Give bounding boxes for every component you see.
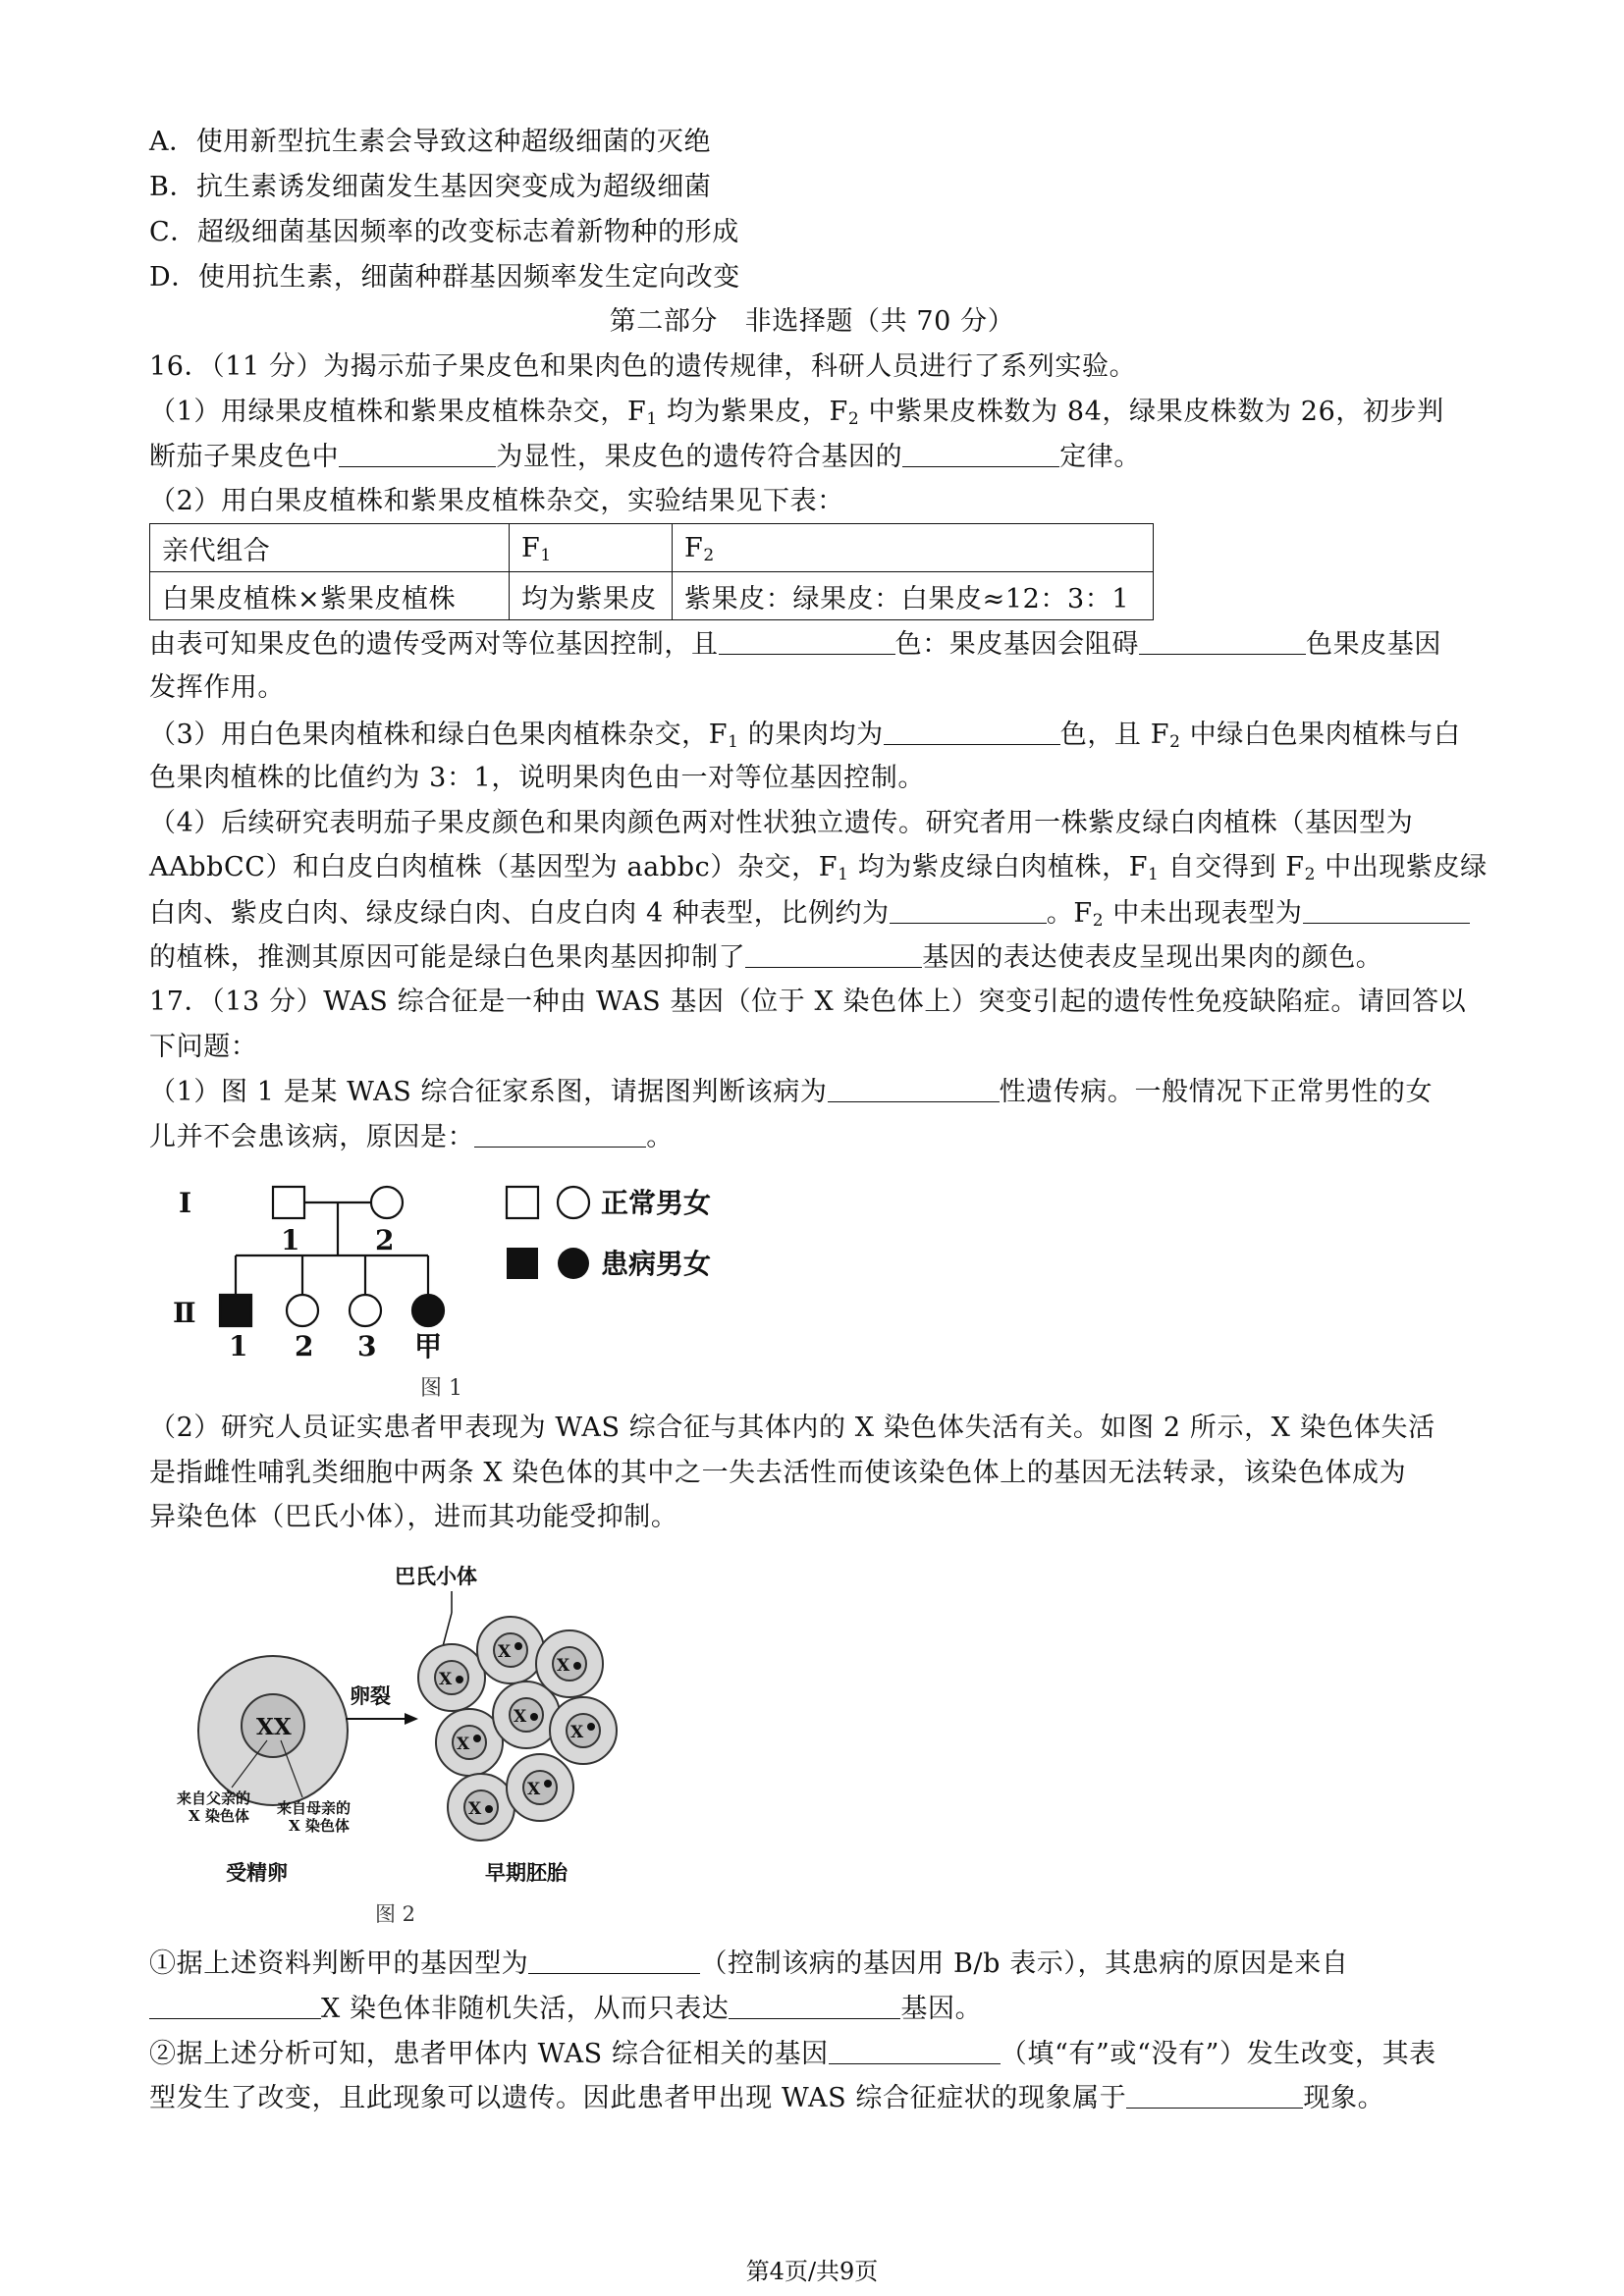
q16-part1-line1: （1）用绿果皮植株和紫果皮植株杂交，$F_1$ 均为紫果皮，$F_2$ 中紫果皮株数为 84，绿果皮株数为 26，初步判 bbox=[149, 397, 1444, 429]
individual-number: 2 bbox=[375, 1224, 395, 1256]
barr-body-label: 巴氏小体 bbox=[395, 1564, 477, 1588]
q17-stem-line2: 下问题： bbox=[149, 1032, 258, 1062]
answer-blank[interactable] bbox=[1303, 898, 1470, 924]
generation-label: I bbox=[179, 1187, 192, 1219]
q16-part4-line3: 白肉、紫皮白肉、绿皮绿白肉、白皮白肉 4 种表型，比例约为 。$F_2$ 中未出现表型为 bbox=[149, 898, 1470, 929]
q16-part3-line1: （3）用白色果肉植株和绿白色果肉植株杂交，$F_1$ 的果肉均为 色，且 $F_2$ 中绿白色果肉植株与白 bbox=[149, 720, 1461, 752]
q17-sub2-line2: 型发生了改变，且此现象可以遗传。因此患者甲出现 WAS 综合征症状的现象属于 现象。 bbox=[149, 2083, 1385, 2113]
table-row bbox=[150, 524, 1154, 572]
answer-blank[interactable] bbox=[829, 2039, 1001, 2064]
pedigree-figure bbox=[157, 1163, 746, 1418]
individual-number: 1 bbox=[229, 1330, 248, 1362]
page-footer: 第4页/共9页 bbox=[745, 2258, 879, 2285]
generation-label: Ⅱ bbox=[173, 1297, 196, 1329]
x-label: X bbox=[514, 1707, 527, 1727]
q16-part2-intro: （2）用白果皮植株和紫果皮植株杂交，实验结果见下表： bbox=[149, 486, 844, 516]
maternal-x-label: 来自母亲的 bbox=[277, 1799, 352, 1817]
option-a: A．使用新型抗生素会导致这种超级细菌的灭绝 bbox=[149, 127, 712, 157]
table-row bbox=[150, 572, 1154, 620]
embryo-label: 早期胚胎 bbox=[485, 1860, 568, 1885]
q17-stem-line1: 17．（13 分）WAS 综合征是一种由 WAS 基因（位于 X 染色体上）突变引起的遗传性免疫缺陷症。请回答以 bbox=[149, 987, 1467, 1017]
individual-number: 3 bbox=[357, 1330, 377, 1362]
table-cell: 白果皮植株×紫果皮植株 bbox=[150, 572, 510, 620]
answer-blank[interactable] bbox=[474, 1122, 646, 1148]
answer-blank[interactable] bbox=[890, 898, 1047, 924]
option-c: C．超级细菌基因频率的改变标志着新物种的形成 bbox=[149, 217, 739, 247]
affected-female-symbol bbox=[412, 1295, 444, 1326]
arrow-head-icon bbox=[405, 1713, 418, 1725]
answer-blank[interactable] bbox=[884, 720, 1060, 745]
legend-female-affected-icon bbox=[558, 1248, 589, 1279]
cleavage-label: 卵裂 bbox=[350, 1683, 391, 1708]
x-label: X bbox=[468, 1799, 482, 1819]
option-d: D．使用抗生素，细菌种群基因频率发生定向改变 bbox=[149, 262, 740, 293]
normal-female-symbol bbox=[371, 1187, 403, 1218]
answer-blank[interactable] bbox=[528, 1949, 700, 1974]
answer-blank[interactable] bbox=[745, 942, 922, 968]
option-b: B．抗生素诱发细菌发生基因突变成为超级细菌 bbox=[149, 172, 712, 202]
figure-caption: 图 2 bbox=[375, 1902, 416, 1926]
individual-number: 2 bbox=[295, 1330, 314, 1362]
individual-number: 甲 bbox=[414, 1330, 443, 1362]
x-label: X bbox=[557, 1656, 570, 1676]
answer-blank[interactable] bbox=[902, 442, 1059, 467]
q16-stem: 16．（11 分）为揭示茄子果皮色和果肉色的遗传规律，科研人员进行了系列实验。 bbox=[149, 351, 1137, 382]
table-header-cell: 亲代组合 bbox=[150, 524, 510, 572]
answer-blank[interactable] bbox=[719, 629, 895, 655]
table-cell: 紫果皮：绿果皮：白果皮≈12：3：1 bbox=[673, 572, 1154, 620]
figure-caption: 图 1 bbox=[420, 1376, 462, 1401]
individual-number: 1 bbox=[281, 1224, 300, 1256]
q17-part2-line1: （2）研究人员证实患者甲表现为 WAS 综合征与其体内的 X 染色体失活有关。如图 2 所示，X 染色体失活 bbox=[149, 1413, 1435, 1443]
legend-affected-label: 患病男女 bbox=[601, 1248, 712, 1280]
q16-part4-line4: 的植株，推测其原因可能是绿白色果肉基因抑制了 基因的表达使表皮呈现出果肉的颜色。 bbox=[149, 942, 1383, 973]
legend-male-normal-icon bbox=[507, 1187, 538, 1218]
answer-blank[interactable] bbox=[828, 1077, 1000, 1102]
q17-part1-line2: 儿并不会患该病，原因是： 。 bbox=[149, 1122, 674, 1152]
early-embryo bbox=[418, 1617, 617, 1841]
q17-sub2-line1: ②据上述分析可知，患者甲体内 WAS 综合征相关的基因 （填“有”或“没有”）发生改变，其表 bbox=[149, 2039, 1436, 2069]
legend-male-affected-icon bbox=[507, 1248, 538, 1279]
answer-blank[interactable] bbox=[1139, 629, 1306, 655]
q16-part4-line2: AAbbCC）和白皮白肉植株（基因型为 aabbc）杂交，$F_1$ 均为紫皮绿白肉植株，$F_1$ 自交得到 $F_2$ 中出现紫皮绿 bbox=[149, 852, 1488, 884]
paternal-x-label: X 染色体 bbox=[189, 1807, 249, 1825]
answer-blank[interactable] bbox=[1126, 2083, 1303, 2109]
x-label: X bbox=[527, 1780, 541, 1799]
q16-part2-line2: 发挥作用。 bbox=[149, 672, 285, 703]
results-table bbox=[149, 523, 1154, 620]
q16-part2-line1: 由表可知果皮色的遗传受两对等位基因控制，且 色：果皮基因会阻碍 色果皮基因 bbox=[149, 629, 1442, 660]
q17-part1-line1: （1）图 1 是某 WAS 综合征家系图，请据图判断该病为 性遗传病。一般情况下正常男性的女 bbox=[149, 1077, 1434, 1107]
table-header-cell: $F_1$ bbox=[510, 524, 673, 572]
xx-label: XX bbox=[256, 1714, 292, 1740]
x-label: X bbox=[457, 1735, 470, 1754]
x-label: X bbox=[439, 1670, 453, 1689]
zygote-label: 受精卵 bbox=[226, 1860, 288, 1885]
table-header-cell: $F_2$ bbox=[673, 524, 1154, 572]
q17-part2-line3: 异染色体（巴氏小体），进而其功能受抑制。 bbox=[149, 1502, 678, 1532]
paternal-x-label: 来自父亲的 bbox=[177, 1789, 251, 1807]
normal-female-symbol bbox=[350, 1295, 381, 1326]
q17-part2-line2: 是指雌性哺乳类细胞中两条 X 染色体的其中之一失去活性而使该染色体上的基因无法转录，该染色体成为 bbox=[149, 1458, 1407, 1488]
q17-sub1-line2: X 染色体非随机失活，从而只表达 基因。 bbox=[149, 1994, 982, 2024]
section-title: 第二部分 非选择题（共 70 分） bbox=[609, 306, 1015, 337]
x-label: X bbox=[570, 1723, 584, 1742]
q16-part1-line2: 断茄子果皮色中 为显性，果皮色的遗传符合基因的 定律。 bbox=[149, 442, 1142, 472]
normal-female-symbol bbox=[287, 1295, 318, 1326]
answer-blank[interactable] bbox=[729, 1994, 900, 2019]
q17-sub1-line1: ①据上述资料判断甲的基因型为 （控制该病的基因用 B/b 表示），其患病的原因是来自 bbox=[149, 1949, 1349, 1979]
legend-normal-label: 正常男女 bbox=[601, 1187, 712, 1219]
answer-blank[interactable] bbox=[339, 442, 496, 467]
x-inactivation-figure bbox=[157, 1556, 668, 1929]
normal-male-symbol bbox=[273, 1187, 304, 1218]
q16-part4-line1: （4）后续研究表明茄子果皮颜色和果肉颜色两对性状独立遗传。研究者用一株紫皮绿白肉植株（基因型为 bbox=[149, 808, 1414, 838]
affected-male-symbol bbox=[220, 1295, 251, 1326]
table-cell: 均为紫果皮 bbox=[510, 572, 673, 620]
answer-blank[interactable] bbox=[149, 1994, 321, 2019]
x-label: X bbox=[498, 1642, 512, 1662]
q16-part3-line2: 色果肉植株的比值约为 3：1，说明果肉色由一对等位基因控制。 bbox=[149, 763, 925, 793]
legend-female-normal-icon bbox=[558, 1187, 589, 1218]
maternal-x-label: X 染色体 bbox=[289, 1817, 350, 1835]
